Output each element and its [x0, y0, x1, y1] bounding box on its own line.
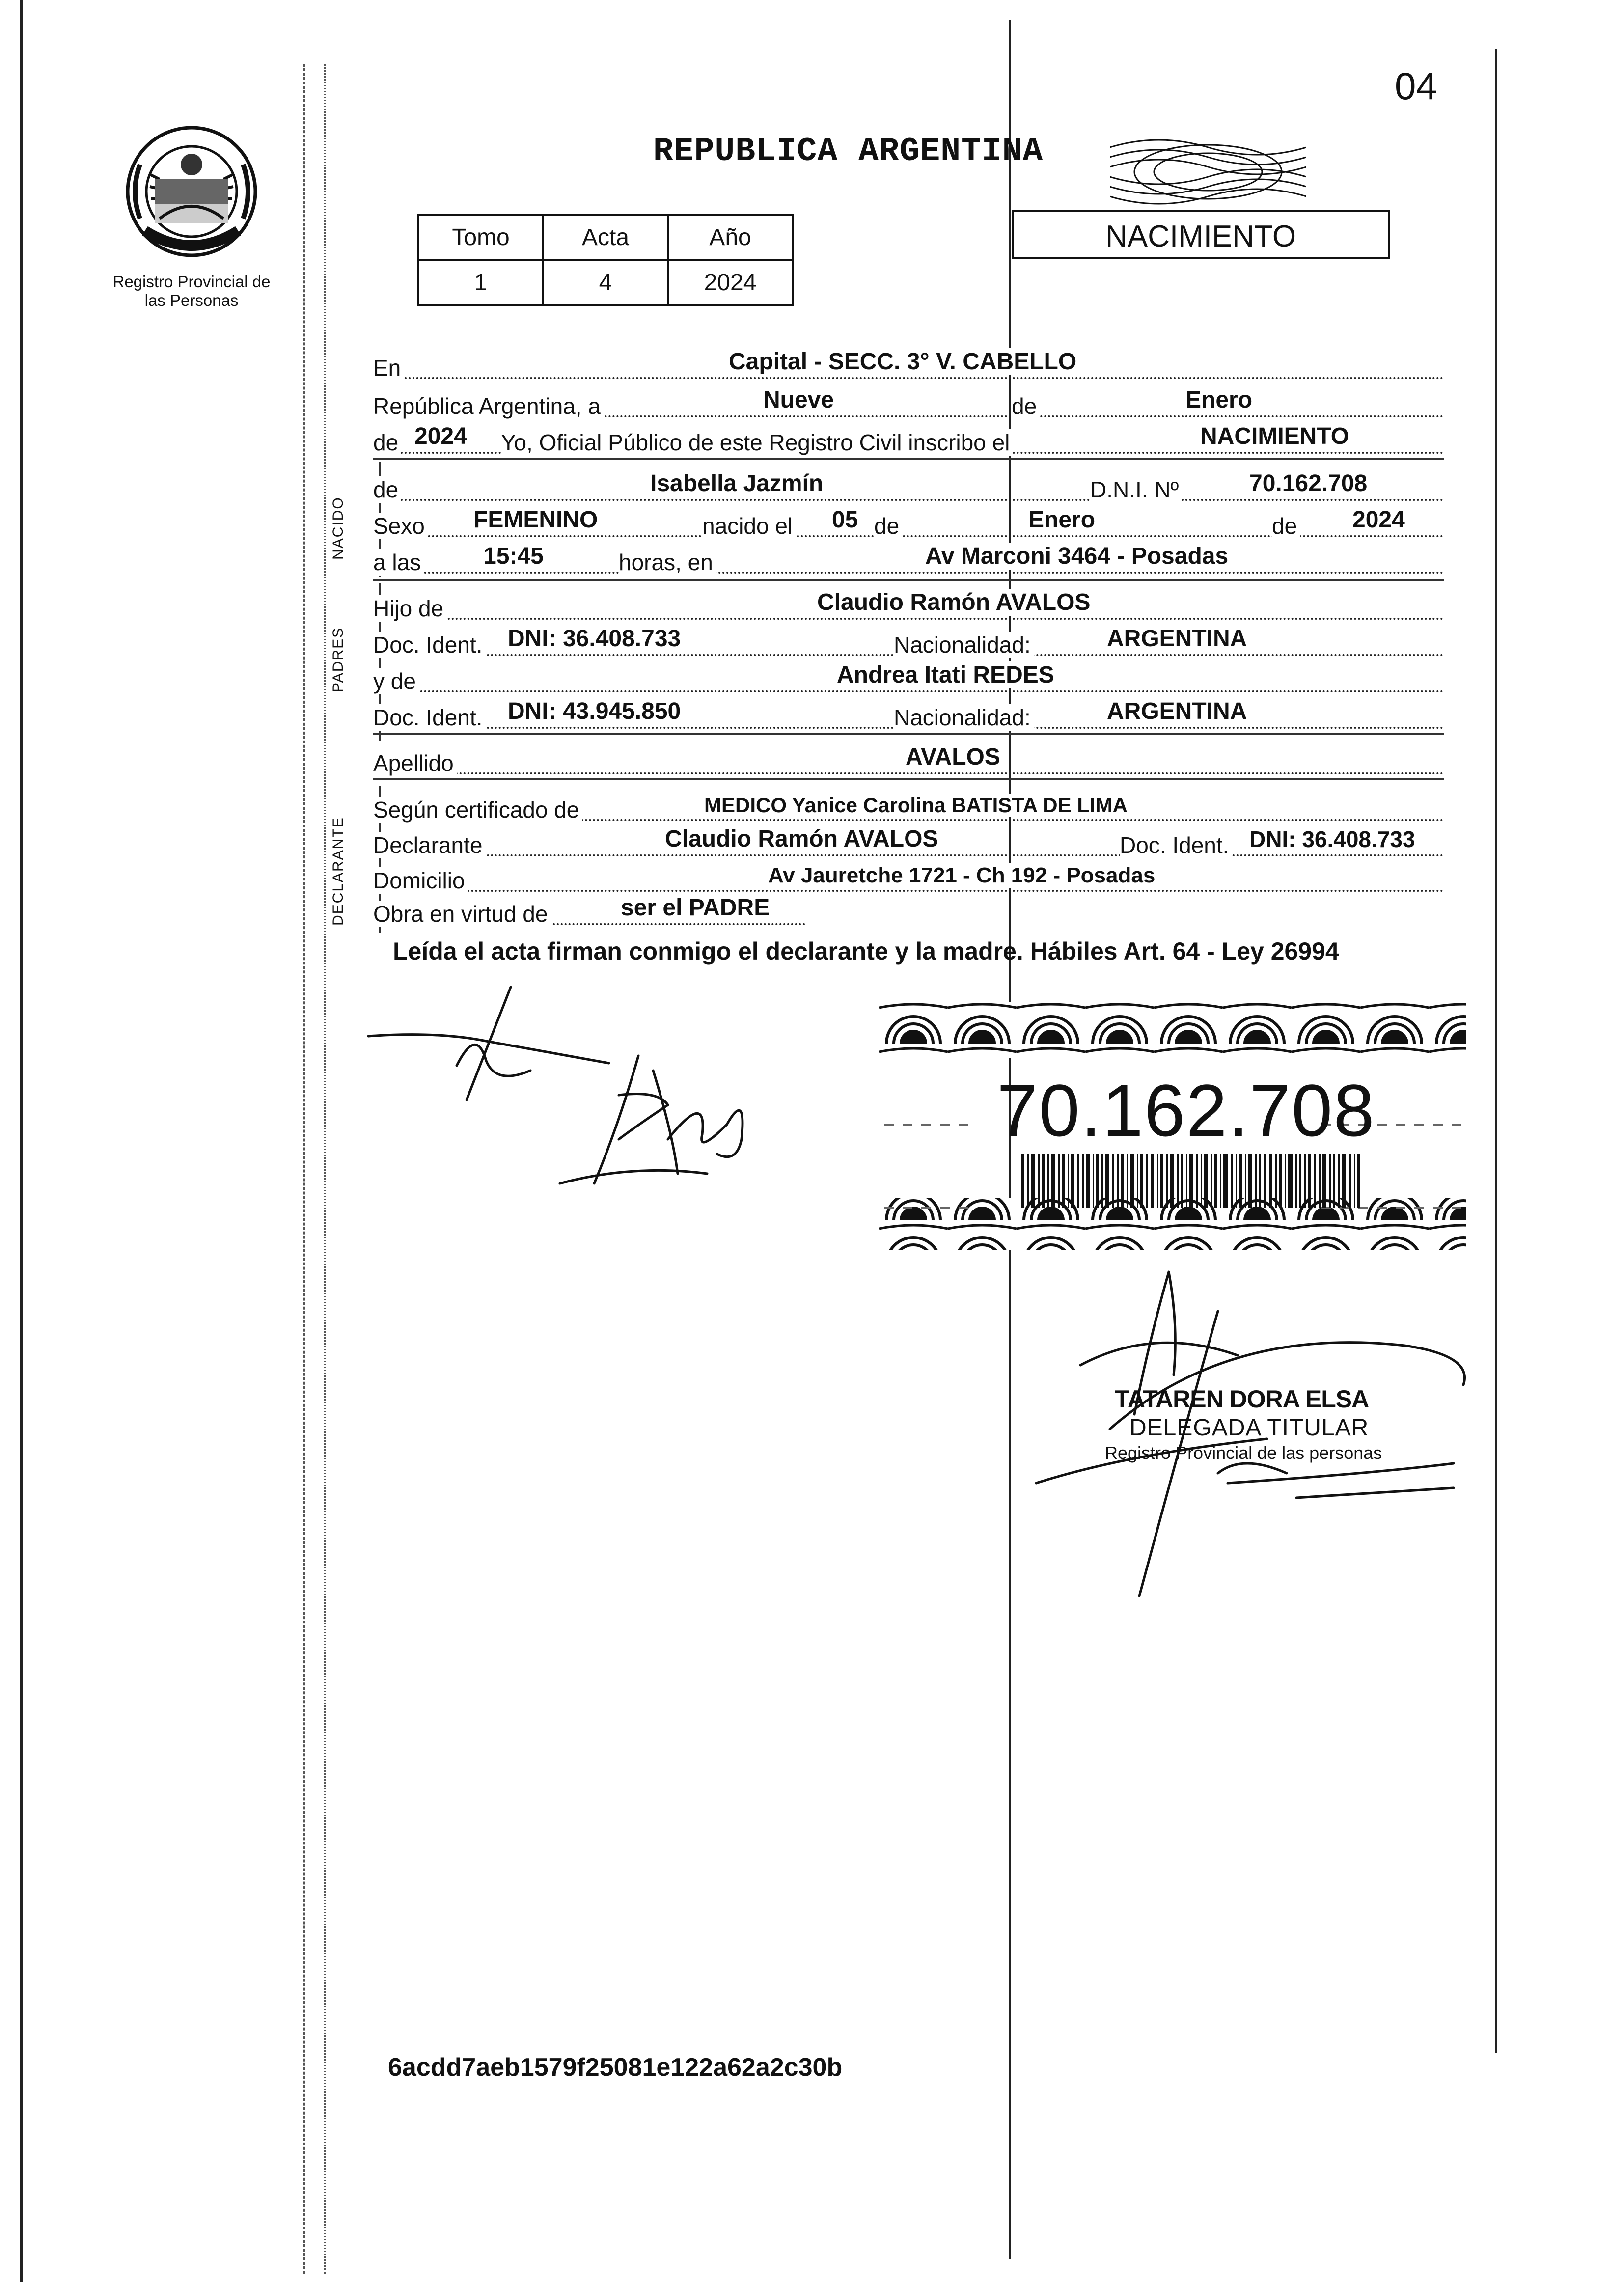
section-divider	[373, 579, 1444, 581]
year-value: 2024	[413, 423, 469, 450]
section-label-declarante: DECLARANTE	[330, 817, 346, 926]
field-label: horas, en	[619, 549, 716, 576]
form-line-time-place	[373, 538, 1444, 574]
field-label: Domicilio	[373, 867, 468, 894]
country-title: REPUBLICA ARGENTINA	[653, 133, 1044, 170]
document-hash: 6acdd7aeb1579f25081e122a62a2c30b	[388, 2053, 843, 2082]
surname-value: AVALOS	[904, 743, 1002, 770]
form-line-surname	[373, 739, 1444, 774]
field-label: de	[1272, 513, 1300, 539]
field-label: de	[373, 476, 401, 503]
table-value-tomo: 1	[418, 260, 543, 305]
dni-printed-number: 70.162.708	[997, 1069, 1376, 1152]
birth-day-value: 05	[830, 506, 860, 533]
scan-edge-line	[20, 0, 23, 2282]
address-value: Av Jauretche 1721 - Ch 192 - Posadas	[766, 863, 1157, 888]
closing-statement: Leída el acta firman conmigo el declarante y la madre. Hábiles Art. 64 - Ley 26994	[393, 937, 1339, 965]
province-seal-emblem	[120, 120, 263, 263]
birth-month-value: Enero	[1026, 506, 1097, 533]
certificate-value: MEDICO Yanice Carolina BATISTA DE LIMA	[702, 794, 1129, 817]
section-divider	[373, 733, 1444, 735]
mother-doc-value: DNI: 43.945.850	[506, 698, 683, 725]
child-name-value: Isabella Jazmín	[648, 470, 825, 497]
right-edge-line	[1495, 49, 1497, 2053]
capacity-value: ser el PADRE	[619, 894, 771, 921]
mother-nationality-value: ARGENTINA	[1105, 698, 1249, 725]
field-label: Según certificado de	[373, 797, 582, 823]
sex-value: FEMENINO	[471, 506, 600, 533]
table-header-tomo: Tomo	[418, 215, 543, 260]
section-divider	[373, 458, 1444, 460]
child-dni-value: 70.162.708	[1247, 470, 1369, 497]
form-line-name	[373, 466, 1444, 501]
form-line-officer	[373, 418, 1444, 454]
field-label: República Argentina, a	[373, 393, 604, 419]
day-value: Nueve	[761, 386, 836, 413]
declarant-doc-value: DNI: 36.408.733	[1247, 826, 1417, 852]
field-label: En	[373, 355, 404, 381]
registrar-role: DELEGADA TITULAR	[1129, 1415, 1369, 1441]
scan-margin-dashes-2	[324, 64, 326, 2274]
form-line-capacity	[373, 890, 805, 925]
field-label: Nacionalidad:	[894, 632, 1034, 658]
birth-time-value: 15:45	[481, 543, 546, 570]
field-label: de	[373, 429, 401, 456]
father-nationality-value: ARGENTINA	[1105, 625, 1249, 652]
field-label: Hijo de	[373, 595, 446, 622]
table-header-ano: Año	[668, 215, 793, 260]
scan-margin-dashes	[303, 64, 305, 2274]
field-label: Sexo	[373, 513, 428, 539]
field-label: D.N.I. Nº	[1090, 476, 1182, 503]
form-line-certificate	[373, 786, 1444, 821]
father-doc-value: DNI: 36.408.733	[506, 625, 683, 652]
form-line-father-doc	[373, 621, 1444, 656]
field-label: Doc. Ident.	[373, 632, 485, 658]
field-label: Declarante	[373, 832, 485, 858]
form-line-date	[373, 382, 1444, 417]
registrar-organization: Registro Provincial de las personas	[1105, 1443, 1382, 1463]
table-value-acta: 4	[543, 260, 668, 305]
dni-barcode	[1021, 1154, 1365, 1208]
field-label: Obra en virtud de	[373, 901, 551, 927]
section-label-padres: PADRES	[330, 627, 346, 692]
field-label: de	[874, 513, 902, 539]
father-name-value: Claudio Ramón AVALOS	[815, 589, 1092, 616]
field-label: Apellido	[373, 750, 457, 776]
field-label: de	[1012, 393, 1040, 419]
section-divider	[373, 778, 1444, 780]
page-number: 04	[1395, 64, 1437, 108]
officer-text: Yo, Oficial Público de este Registro Civil inscribo el	[501, 429, 1013, 456]
field-label: nacido el	[702, 513, 796, 539]
record-table	[417, 214, 794, 306]
mother-name-value: Andrea Itati REDES	[835, 661, 1056, 688]
field-label: Doc. Ident.	[373, 704, 485, 731]
form-line-address	[373, 856, 1444, 892]
form-line-father	[373, 584, 1444, 620]
table-value-ano: 2024	[668, 260, 793, 305]
field-label: Doc. Ident.	[1120, 832, 1232, 858]
declarant-signature	[363, 977, 805, 1233]
field-label: a las	[373, 549, 424, 576]
declarant-name-value: Claudio Ramón AVALOS	[663, 825, 940, 852]
table-header-acta: Acta	[543, 215, 668, 260]
registrar-name: TATAREN DORA ELSA	[1115, 1385, 1369, 1413]
section-label-nacido: NACIDO	[330, 496, 346, 560]
birth-year-value: 2024	[1350, 506, 1407, 533]
field-label: y de	[373, 668, 419, 694]
record-type-box: NACIMIENTO	[1012, 210, 1390, 259]
form-line-location	[373, 344, 1444, 379]
month-value: Enero	[1184, 386, 1254, 413]
form-line-birth	[373, 502, 1444, 537]
security-guilloche-pattern	[1110, 133, 1306, 211]
birth-place-value: Av Marconi 3464 - Posadas	[923, 543, 1230, 570]
form-line-mother-doc	[373, 693, 1444, 729]
act-type-value: NACIMIENTO	[1198, 423, 1351, 450]
form-line-mother	[373, 657, 1444, 692]
registry-name: Registro Provincial de las Personas	[112, 273, 271, 309]
location-value: Capital - SECC. 3° V. CABELLO	[727, 348, 1078, 375]
field-label: Nacionalidad:	[894, 704, 1034, 731]
form-line-declarant	[373, 821, 1444, 856]
